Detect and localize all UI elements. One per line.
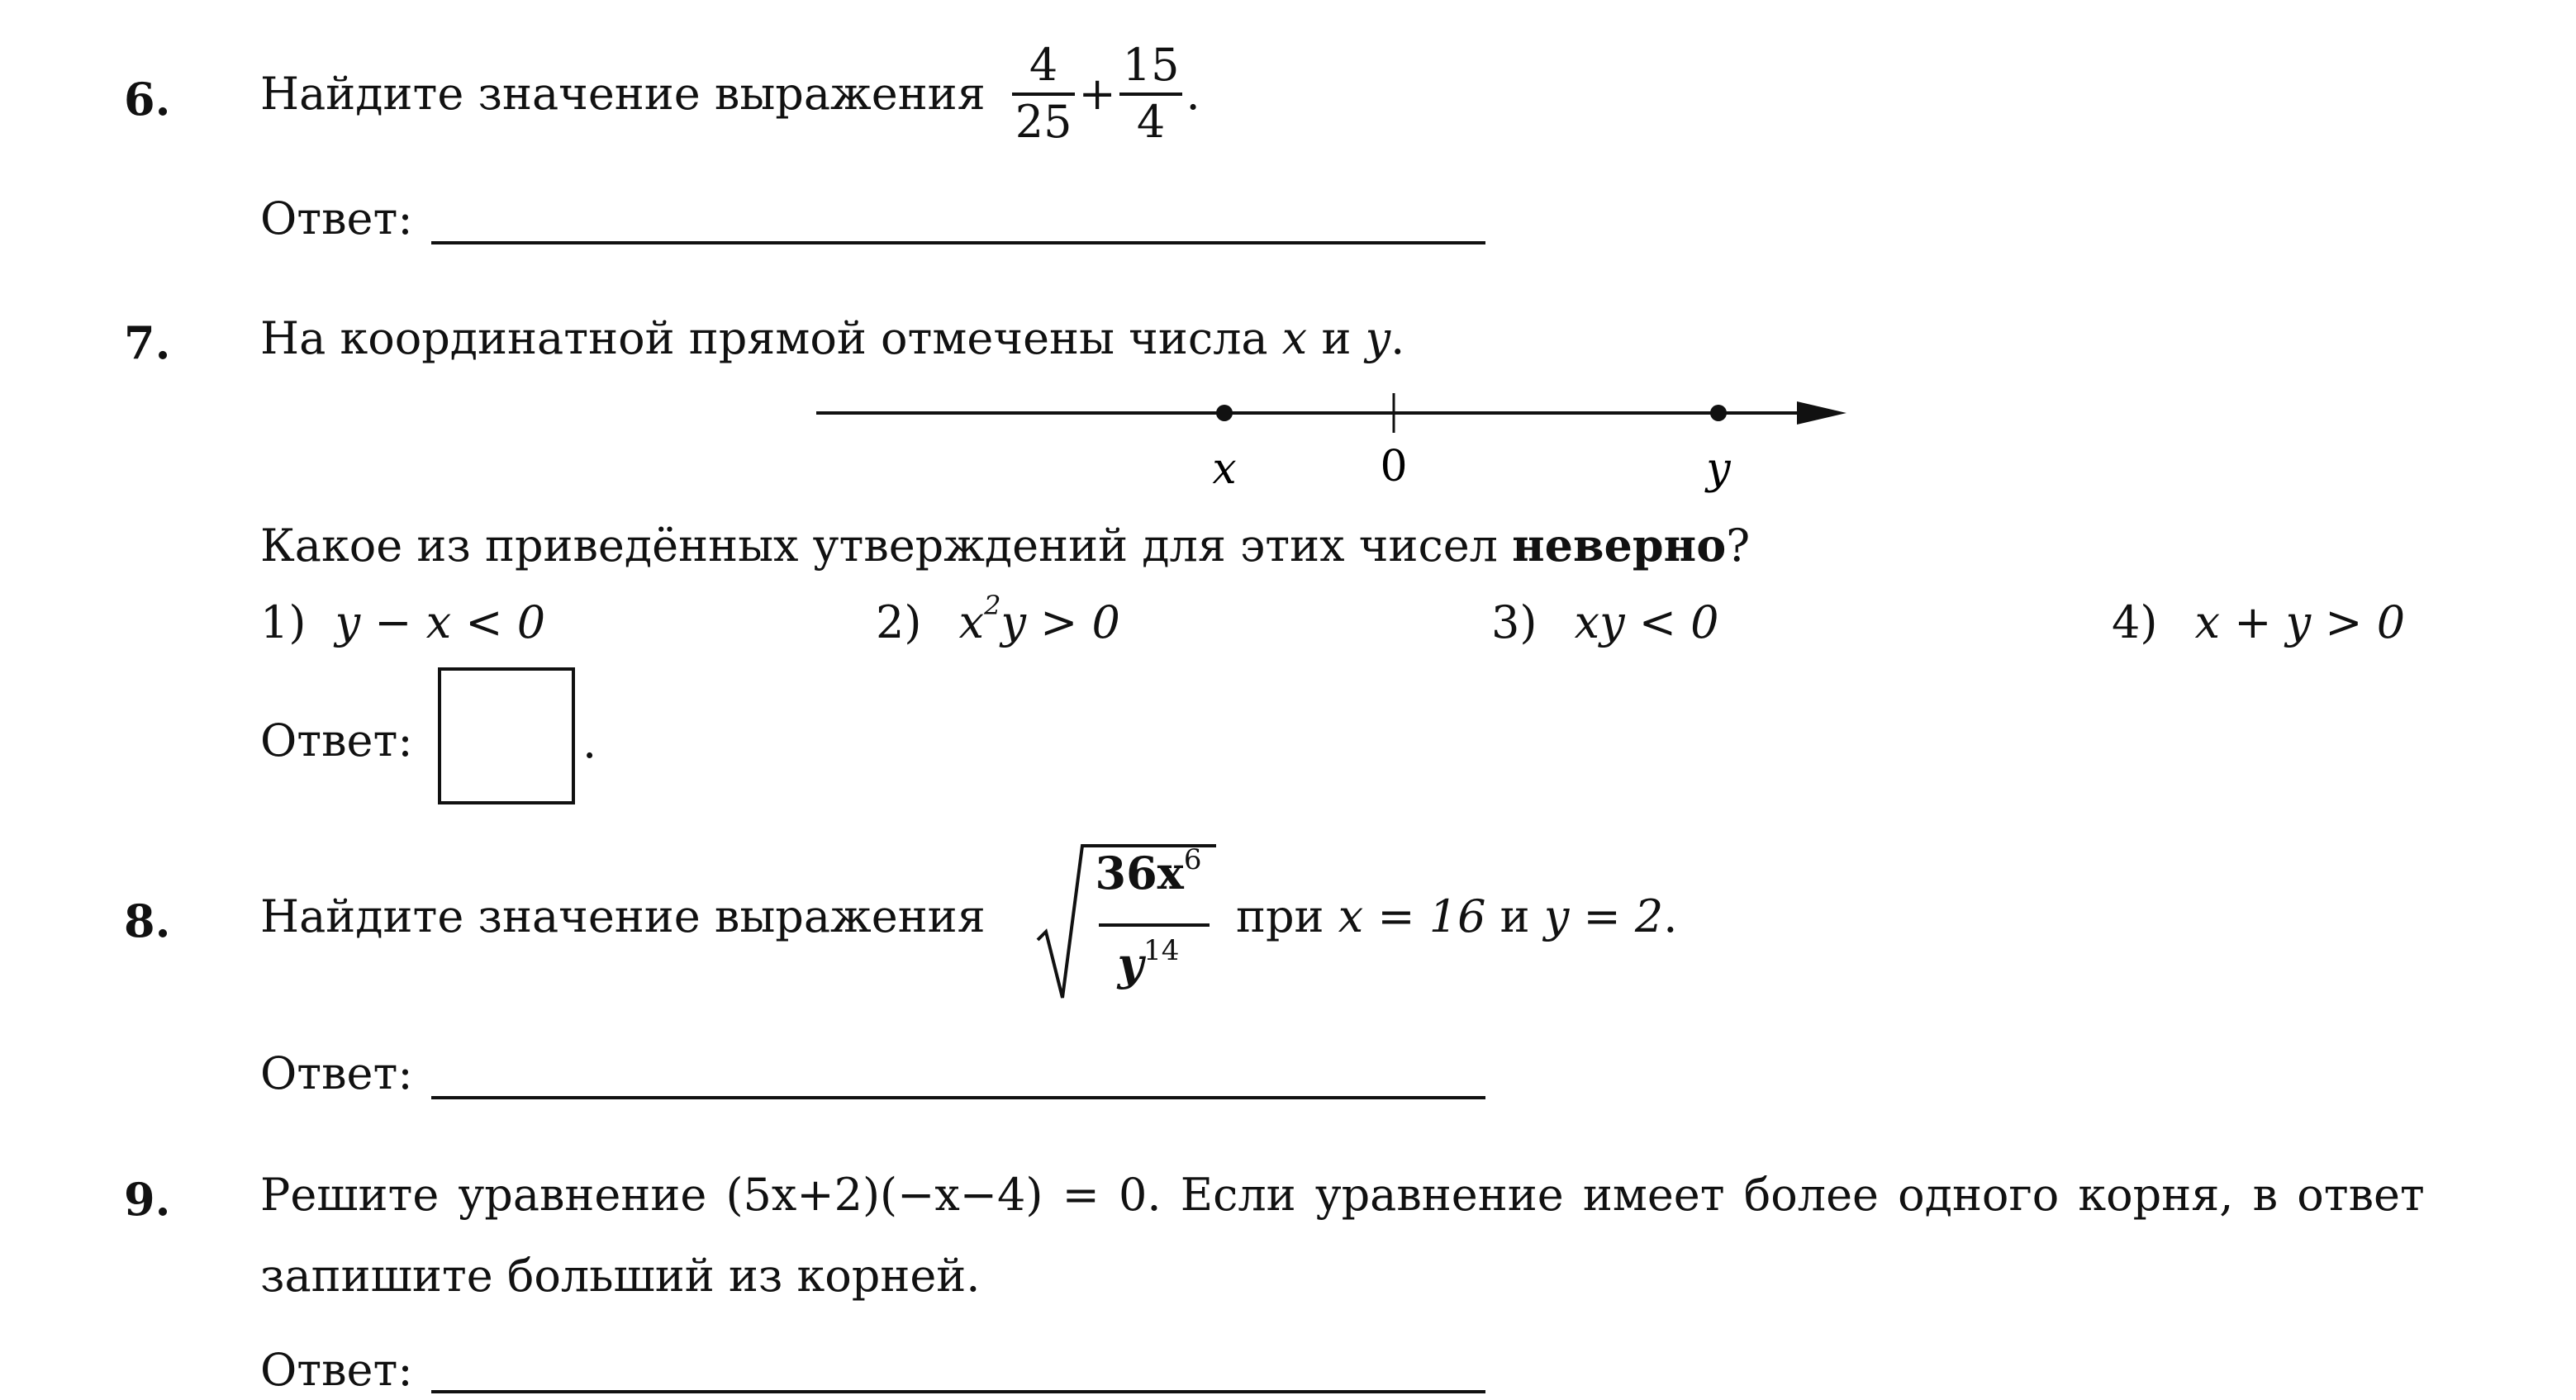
task-7-end: . xyxy=(1390,312,1405,364)
number-line xyxy=(810,380,1867,504)
task-8-text: Найдите значение выражения xyxy=(260,890,986,942)
task-6-answer-label: Ответ: xyxy=(260,192,413,244)
task-7-answer-label: Ответ: xyxy=(260,714,413,766)
option-2-base: x xyxy=(958,596,985,648)
question-bold: неверно xyxy=(1512,519,1727,572)
task-7-question xyxy=(260,519,1751,572)
task-9-answer-label: Ответ: xyxy=(260,1344,413,1396)
task-9-number: 9. xyxy=(124,1173,171,1226)
option-4 xyxy=(2112,596,2406,648)
task-6-fraction-2 xyxy=(1119,39,1183,148)
option-4-num: 4) xyxy=(2112,596,2158,648)
point-y xyxy=(1710,405,1727,421)
option-1-num: 1) xyxy=(260,596,307,648)
task-8-answer-line[interactable] xyxy=(431,1096,1485,1099)
axis-arrow xyxy=(1797,401,1846,425)
task-9-line-1: Решите уравнение (5x+2)(−x−4) = 0. Если уравнение имеет более одного корня, в ответ xyxy=(260,1169,2425,1221)
cond-conj: и xyxy=(1499,890,1530,942)
label-y: y xyxy=(1706,444,1731,494)
cond-y: y = 2 xyxy=(1543,890,1664,942)
task-8-answer-label: Ответ: xyxy=(260,1047,413,1099)
option-2-rest: y > 0 xyxy=(1000,596,1120,648)
radicand-denominator xyxy=(1082,934,1214,990)
option-2-sup: 2 xyxy=(984,590,1001,621)
task-9-answer-line[interactable] xyxy=(431,1390,1485,1393)
option-2-num: 2) xyxy=(876,596,922,648)
task-7-var-x: x xyxy=(1281,312,1308,364)
fraction-1-denominator: 25 xyxy=(1015,96,1072,148)
task-6-answer-line[interactable] xyxy=(431,241,1485,244)
option-1-expr: y − x < 0 xyxy=(335,596,546,648)
radicand-den-sup: 14 xyxy=(1143,934,1180,967)
task-8-number: 8. xyxy=(124,895,171,947)
option-3-num: 3) xyxy=(1491,596,1538,648)
task-8-condition xyxy=(1236,890,1678,942)
label-zero: 0 xyxy=(1380,442,1408,491)
option-3-expr: xy < 0 xyxy=(1574,596,1719,648)
radicand-num-text: 36x xyxy=(1095,847,1184,899)
option-1 xyxy=(260,596,546,648)
task-7-var-y: y xyxy=(1365,312,1391,364)
question-end: ? xyxy=(1726,520,1751,572)
task-7-conj: и xyxy=(1321,312,1352,364)
point-x xyxy=(1216,405,1233,421)
radicand-num-sup: 6 xyxy=(1183,843,1202,876)
task-7-answer-box[interactable] xyxy=(438,667,575,804)
fraction-2-numerator: 15 xyxy=(1119,42,1183,96)
task-7-number: 7. xyxy=(124,316,171,369)
fraction-1-numerator: 4 xyxy=(1012,42,1076,96)
option-4-expr: x + y > 0 xyxy=(2194,596,2406,648)
cond-end: . xyxy=(1663,890,1678,942)
radicand-numerator xyxy=(1082,843,1214,899)
radicand-den-text: y xyxy=(1117,937,1144,990)
task-7-text: На координатной прямой отмечены числа xyxy=(260,312,1268,364)
option-2-expr xyxy=(958,590,1120,648)
question-text: Какое из приведённых утверждений для этих чисел xyxy=(260,520,1498,572)
task-7-answer-end: . xyxy=(582,716,597,768)
option-2 xyxy=(876,590,1120,648)
plus-sign: + xyxy=(1078,68,1116,120)
task-9-line-2: запишите больший из корней. xyxy=(260,1250,981,1302)
task-6-fraction-1 xyxy=(1012,39,1076,148)
option-3 xyxy=(1491,596,1719,648)
cond-x: x = 16 xyxy=(1338,890,1486,942)
task-6-statement xyxy=(260,36,1200,152)
task-7-statement xyxy=(260,312,1405,364)
task-6-number: 6. xyxy=(124,73,171,126)
task-6-text: Найдите значение выражения xyxy=(260,68,986,120)
cond-when: при xyxy=(1236,890,1324,942)
label-x: x xyxy=(1212,444,1237,494)
fraction-2-denominator: 4 xyxy=(1136,96,1166,148)
task-6-end: . xyxy=(1186,68,1200,120)
